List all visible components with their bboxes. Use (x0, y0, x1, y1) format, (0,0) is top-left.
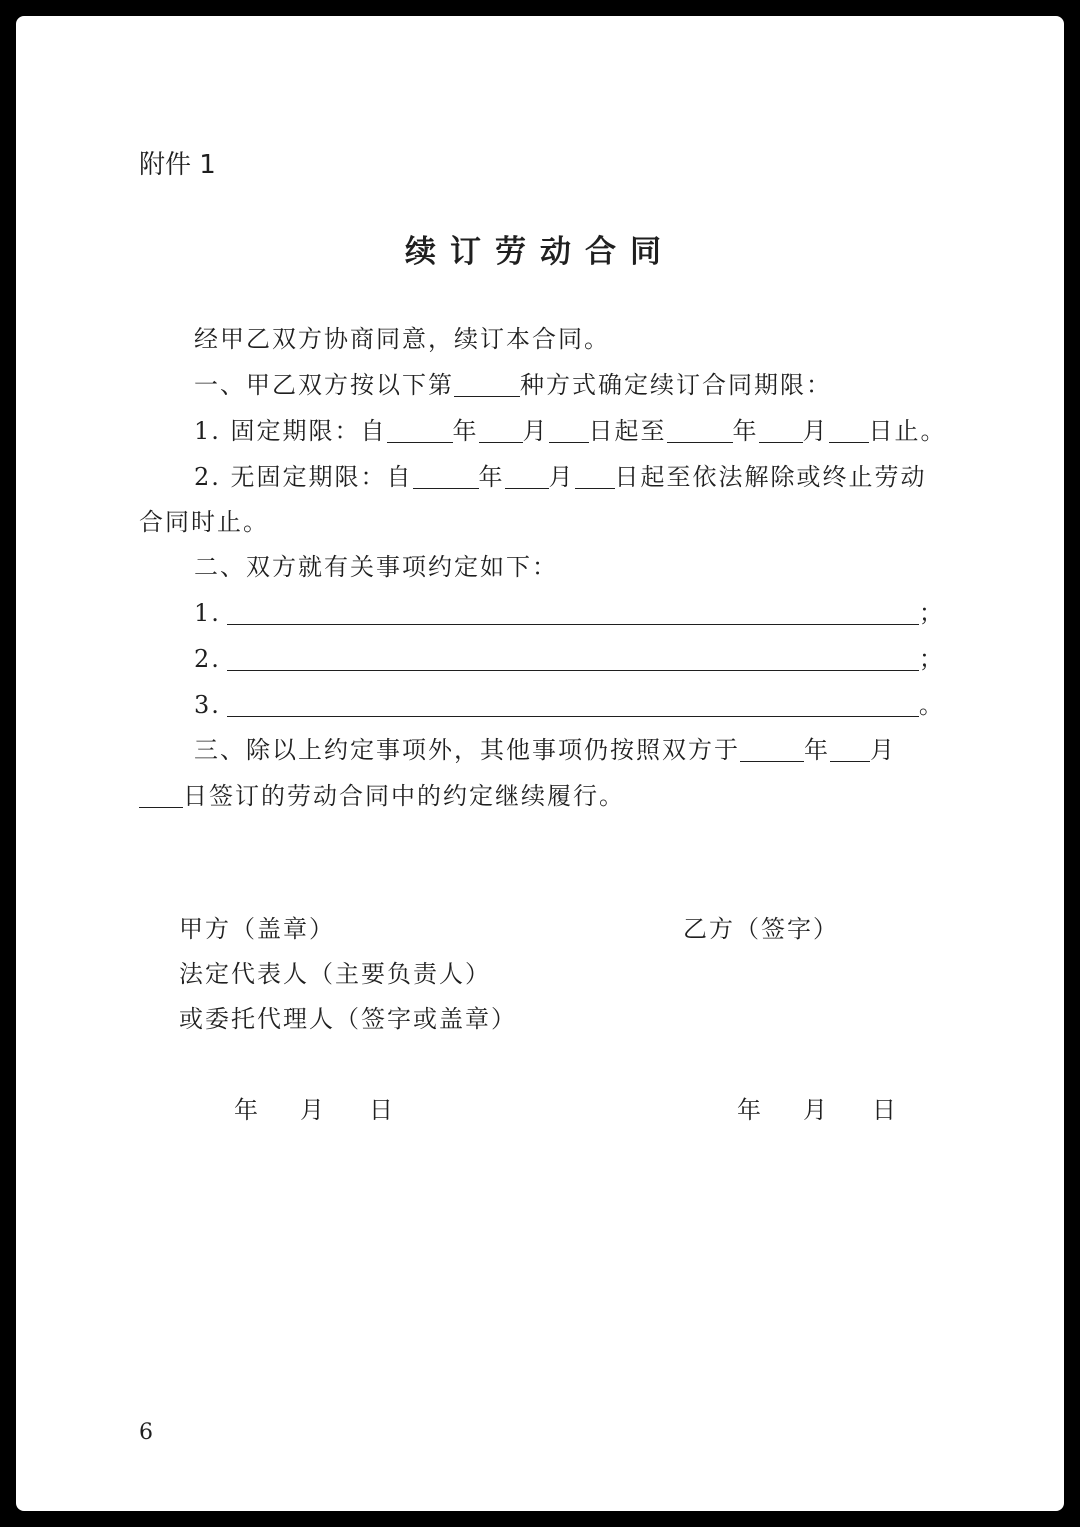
fixed-end-year-label: 年 (732, 417, 759, 445)
party-a-date-year: 年 (234, 1096, 260, 1124)
fixed-term-prefix: 1. 固定期限：自 (194, 417, 387, 445)
item-3-blank[interactable] (227, 694, 919, 717)
clause3-text-a: 三、除以上约定事项外，其他事项仍按照双方于 (194, 736, 740, 764)
open-start-month-blank[interactable] (505, 466, 549, 489)
open-term-line (194, 462, 927, 492)
fixed-start-year-label: 年 (452, 417, 479, 445)
prior-contract-month-label: 月 (870, 736, 896, 764)
fixed-term-line (194, 416, 947, 446)
item-1-blank[interactable] (227, 602, 919, 625)
item-2-line (194, 644, 945, 674)
open-term-line-2 (139, 507, 269, 537)
open-start-year-label: 年 (478, 463, 505, 491)
intro-text: 经甲乙双方协商同意，续订本合同。 (194, 325, 610, 353)
open-term-continuation: 合同时止。 (139, 508, 269, 536)
party-a-seal: 甲方（盖章） (179, 915, 335, 943)
open-term-prefix: 2. 无固定期限：自 (194, 463, 413, 491)
item-3-number: 3. (194, 691, 221, 719)
clause1-text-b: 种方式确定续订合同期限： (520, 371, 832, 399)
party-a-date (234, 1095, 395, 1125)
fixed-end-month-label: 月 (802, 417, 829, 445)
item-3-end: 。 (918, 691, 945, 719)
item-2-end: ； (918, 645, 945, 673)
party-b-date-year: 年 (737, 1096, 763, 1124)
fixed-start-day-blank[interactable] (549, 420, 589, 443)
page-number: 6 (139, 1420, 153, 1445)
clause2-line (194, 552, 558, 582)
clause3-line-2 (139, 781, 625, 811)
item-3-line (194, 690, 945, 720)
item-1-end: ； (918, 599, 945, 627)
prior-contract-day-blank[interactable] (139, 785, 183, 808)
party-b-signature: 乙方（签字） (683, 915, 839, 943)
fixed-start-month-label: 月 (522, 417, 549, 445)
document-page (16, 16, 1064, 1511)
intro-line (194, 324, 610, 354)
clause3-line (194, 735, 896, 765)
item-2-number: 2. (194, 645, 221, 673)
party-b-date (737, 1095, 898, 1125)
clause2-text: 二、双方就有关事项约定如下： (194, 553, 558, 581)
open-term-suffix: 日起至依法解除或终止劳动 (614, 463, 927, 491)
method-blank[interactable] (454, 374, 520, 397)
fixed-start-month-blank[interactable] (479, 420, 523, 443)
fixed-end-month-blank[interactable] (759, 420, 803, 443)
fixed-end-year-blank[interactable] (667, 420, 733, 443)
party-a-date-month: 月 (300, 1096, 326, 1124)
attachment-label: 附件 1 (139, 150, 216, 180)
clause1-line (194, 370, 832, 400)
authorized-agent: 或委托代理人（签字或盖章） (179, 1005, 517, 1033)
fixed-end-day-blank[interactable] (829, 420, 869, 443)
clause3-text-b: 日签订的劳动合同中的约定继续履行。 (183, 782, 625, 810)
item-1-line (194, 598, 945, 628)
prior-contract-month-blank[interactable] (830, 739, 870, 762)
prior-contract-year-blank[interactable] (740, 739, 804, 762)
item-2-blank[interactable] (227, 648, 919, 671)
clause1-text-a: 一、甲乙双方按以下第 (194, 371, 454, 399)
open-start-day-blank[interactable] (575, 466, 615, 489)
party-b-date-month: 月 (803, 1096, 829, 1124)
party-b-date-day: 日 (872, 1096, 898, 1124)
prior-contract-year-label: 年 (804, 736, 830, 764)
document-title: 续订劳动合同 (405, 234, 675, 270)
item-1-number: 1. (194, 599, 221, 627)
open-start-month-label: 月 (548, 463, 575, 491)
fixed-end-label: 日止。 (868, 417, 947, 445)
open-start-year-blank[interactable] (413, 466, 479, 489)
legal-representative: 法定代表人（主要负责人） (179, 960, 491, 988)
fixed-from-label: 日起至 (588, 417, 667, 445)
party-a-date-day: 日 (369, 1096, 395, 1124)
fixed-start-year-blank[interactable] (387, 420, 453, 443)
